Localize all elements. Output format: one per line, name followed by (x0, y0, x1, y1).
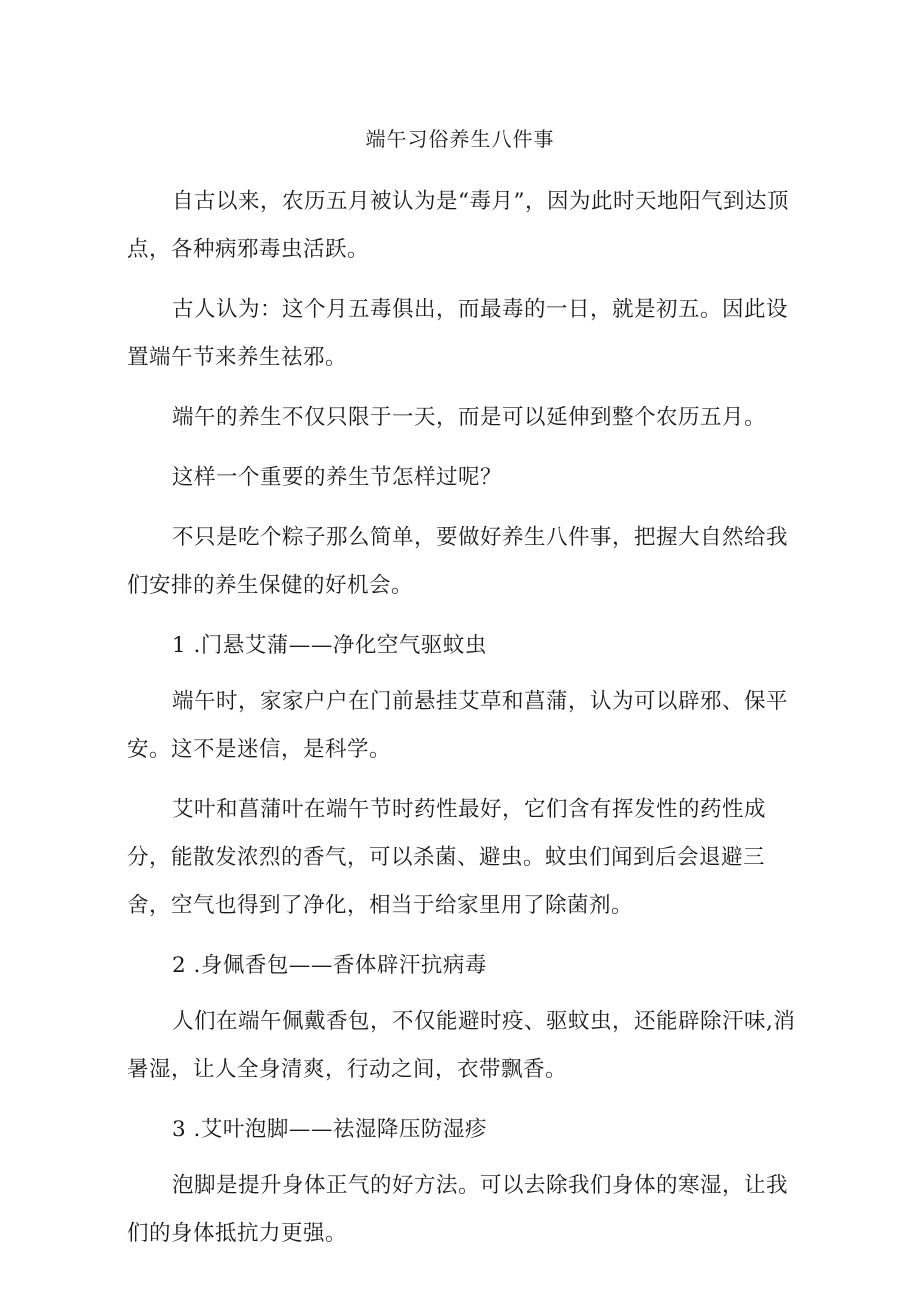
section-3 (127, 1106, 807, 1258)
paragraph: 艾叶和菖蒲叶在端午节时药性最好，它们含有挥发性的药性成分，能散发浓烈的香气，可以杀菌、避虫。蚊虫们闻到后会退避三舍，空气也得到了净化，相当于给家里用了除菌剂。 (127, 797, 767, 918)
document-body (127, 178, 807, 1270)
paragraph: 端午的养生不仅只限于一天，而是可以延伸到整个农历五月。 (172, 405, 767, 430)
section-heading: 3 .艾叶泡脚——祛湿降压防湿疹 (172, 1117, 487, 1142)
section-heading: 2 .身佩香包——香体辟汗抗病毒 (172, 953, 487, 978)
paragraph: 人们在端午佩戴香包，不仅能避时疫、驱蚊虫，还能辟除汗味,消暑湿，让人全身清爽，行动之间，衣带飘香。 (127, 1009, 796, 1082)
paragraph: 不只是吃个粽子那么简单，要做好养生八件事，把握大自然给我们安排的养生保健的好机会。 (127, 525, 789, 598)
document-title: 端午习俗养生八件事 (365, 127, 555, 151)
section-2 (127, 942, 807, 1094)
paragraph: 这样一个重要的养生节怎样过呢？ (172, 465, 503, 490)
paragraph: 古人认为：这个月五毒俱出，而最毒的一日，就是初五。因此设置端午节来养生祛邪。 (127, 297, 789, 370)
section-1 (127, 622, 807, 930)
paragraph: 端午时，家家户户在门前悬挂艾草和菖蒲，认为可以辟邪、保平安。这不是迷信，是科学。 (127, 689, 789, 762)
paragraph: 泡脚是提升身体正气的好方法。可以去除我们身体的寒湿，让我们的身体抵抗力更强。 (127, 1173, 789, 1246)
section-heading: 1 .门悬艾蒲——净化空气驱蚊虫 (172, 633, 487, 658)
paragraph: 自古以来，农历五月被认为是“毒月”，因为此时天地阳气到达顶点，各种病邪毒虫活跃。 (127, 189, 789, 262)
